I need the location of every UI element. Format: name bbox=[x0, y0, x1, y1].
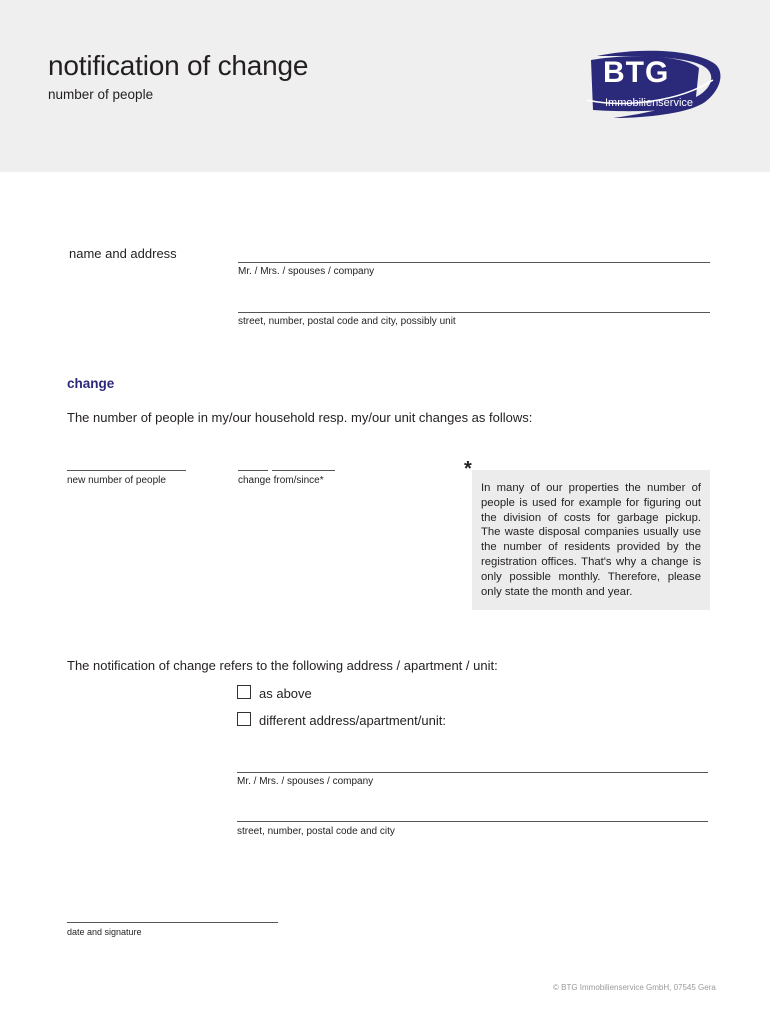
btg-logo bbox=[583, 50, 723, 122]
page-title: notification of change bbox=[48, 50, 309, 81]
logo-subtitle: Immobilienservice bbox=[605, 97, 694, 109]
change-heading: change bbox=[67, 376, 115, 391]
street-caption: street, number, postal code and city, possibly unit bbox=[238, 316, 456, 327]
page-subtitle: number of people bbox=[48, 87, 154, 102]
new-count-caption: new number of people bbox=[67, 475, 166, 486]
different-address-checkbox[interactable] bbox=[237, 712, 251, 726]
signature-caption: date and signature bbox=[67, 927, 142, 937]
alt-street-caption: street, number, postal code and city bbox=[237, 826, 395, 837]
address-intro: The notification of change refers to the following address / apartment / unit: bbox=[67, 658, 498, 673]
name-caption: Mr. / Mrs. / spouses / company bbox=[238, 266, 375, 277]
signature-input-line[interactable] bbox=[67, 922, 278, 923]
different-address-label: different address/apartment/unit: bbox=[259, 713, 446, 728]
street-input-line[interactable] bbox=[238, 312, 710, 313]
name-input-line[interactable] bbox=[238, 262, 710, 263]
as-above-label: as above bbox=[259, 686, 312, 701]
info-box: In many of our properties the number of people is used for example for figuring out the division of costs for garbage pickup. The waste disposal companies usually use the number of residents provided by the registration offices. That's why a change is only possible monthly. Therefore, please only state the month and year. bbox=[472, 470, 710, 610]
copyright-footer: © BTG Immobilienservice GmbH, 07545 Gera bbox=[553, 983, 716, 992]
year-input-line[interactable] bbox=[272, 470, 335, 471]
footnote-asterisk: * bbox=[464, 458, 472, 480]
header-band bbox=[0, 0, 770, 172]
new-count-input-line[interactable] bbox=[67, 470, 186, 471]
alt-name-input-line[interactable] bbox=[237, 772, 708, 773]
change-intro: The number of people in my/our household resp. my/our unit changes as follows: bbox=[67, 410, 533, 425]
as-above-checkbox[interactable] bbox=[237, 685, 251, 699]
name-address-label: name and address bbox=[69, 246, 177, 261]
alt-street-input-line[interactable] bbox=[237, 821, 708, 822]
logo-letters: BTG bbox=[603, 56, 670, 89]
month-input-line[interactable] bbox=[238, 470, 268, 471]
date-caption: change from/since* bbox=[238, 475, 324, 486]
alt-name-caption: Mr. / Mrs. / spouses / company bbox=[237, 776, 374, 787]
